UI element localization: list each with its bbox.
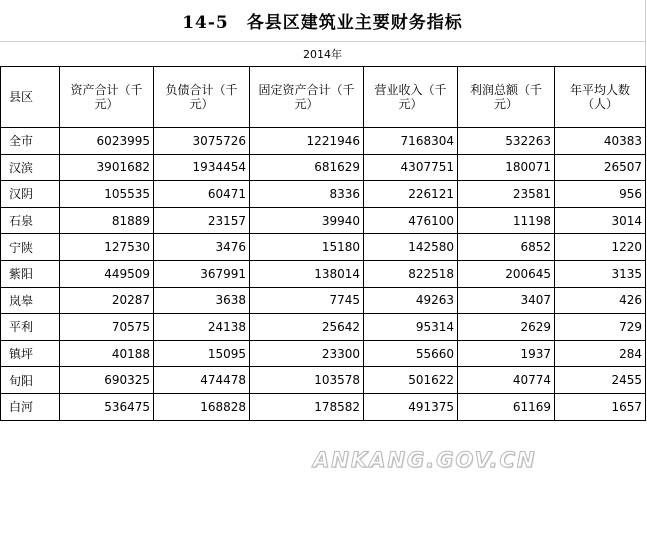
value-cell: 127530 — [60, 234, 154, 261]
value-cell: 168828 — [154, 393, 250, 420]
value-cell: 61169 — [458, 393, 555, 420]
value-cell: 40383 — [555, 128, 646, 155]
watermark: ANKANG.GOV.CN — [313, 448, 537, 472]
table-row — [1, 340, 646, 367]
value-cell: 24138 — [154, 314, 250, 341]
title-row — [0, 0, 646, 41]
value-cell: 1220 — [555, 234, 646, 261]
value-cell: 95314 — [364, 314, 458, 341]
value-cell: 60471 — [154, 181, 250, 208]
value-cell: 39940 — [250, 207, 364, 234]
table-row — [1, 128, 646, 155]
value-cell: 55660 — [364, 340, 458, 367]
value-cell: 681629 — [250, 154, 364, 181]
county-cell: 石泉 — [1, 207, 60, 234]
table-row — [1, 287, 646, 314]
value-cell: 1934454 — [154, 154, 250, 181]
value-cell: 3638 — [154, 287, 250, 314]
value-cell: 11198 — [458, 207, 555, 234]
value-cell: 178582 — [250, 393, 364, 420]
county-cell: 镇坪 — [1, 340, 60, 367]
value-cell: 70575 — [60, 314, 154, 341]
value-cell: 476100 — [364, 207, 458, 234]
value-cell: 536475 — [60, 393, 154, 420]
value-cell: 6852 — [458, 234, 555, 261]
table-row — [1, 260, 646, 287]
value-cell: 200645 — [458, 260, 555, 287]
value-cell: 105535 — [60, 181, 154, 208]
table-row — [1, 207, 646, 234]
value-cell: 142580 — [364, 234, 458, 261]
value-cell: 180071 — [458, 154, 555, 181]
finance-table — [0, 66, 646, 421]
column-header-county: 县区 — [1, 67, 60, 128]
value-cell: 15180 — [250, 234, 364, 261]
column-header: 利润总额（千元） — [458, 67, 555, 128]
value-cell: 4307751 — [364, 154, 458, 181]
value-cell: 20287 — [60, 287, 154, 314]
value-cell: 501622 — [364, 367, 458, 394]
value-cell: 7745 — [250, 287, 364, 314]
value-cell: 956 — [555, 181, 646, 208]
value-cell: 3476 — [154, 234, 250, 261]
table-body — [1, 128, 646, 421]
table-row — [1, 314, 646, 341]
value-cell: 40188 — [60, 340, 154, 367]
value-cell: 8336 — [250, 181, 364, 208]
value-cell: 729 — [555, 314, 646, 341]
column-header: 营业收入（千元） — [364, 67, 458, 128]
county-cell: 平利 — [1, 314, 60, 341]
value-cell: 367991 — [154, 260, 250, 287]
value-cell: 6023995 — [60, 128, 154, 155]
county-cell: 紫阳 — [1, 260, 60, 287]
value-cell: 103578 — [250, 367, 364, 394]
value-cell: 449509 — [60, 260, 154, 287]
value-cell: 3407 — [458, 287, 555, 314]
value-cell: 426 — [555, 287, 646, 314]
year-label: 2014年 — [303, 48, 342, 61]
year-row — [0, 41, 646, 66]
value-cell: 7168304 — [364, 128, 458, 155]
value-cell: 49263 — [364, 287, 458, 314]
value-cell: 3014 — [555, 207, 646, 234]
value-cell: 226121 — [364, 181, 458, 208]
column-header: 负债合计（千元） — [154, 67, 250, 128]
table-row — [1, 367, 646, 394]
value-cell: 1937 — [458, 340, 555, 367]
value-cell: 3135 — [555, 260, 646, 287]
value-cell: 532263 — [458, 128, 555, 155]
value-cell: 15095 — [154, 340, 250, 367]
value-cell: 1657 — [555, 393, 646, 420]
county-cell: 旬阳 — [1, 367, 60, 394]
value-cell: 822518 — [364, 260, 458, 287]
header-row — [1, 67, 646, 128]
table-row — [1, 154, 646, 181]
value-cell: 25642 — [250, 314, 364, 341]
column-header: 年平均人数（人） — [555, 67, 646, 128]
value-cell: 23581 — [458, 181, 555, 208]
value-cell: 81889 — [60, 207, 154, 234]
column-header: 固定资产合计（千元） — [250, 67, 364, 128]
value-cell: 138014 — [250, 260, 364, 287]
value-cell: 284 — [555, 340, 646, 367]
page-title: 14-5 各县区建筑业主要财务指标 — [182, 13, 463, 33]
value-cell: 26507 — [555, 154, 646, 181]
value-cell: 3901682 — [60, 154, 154, 181]
value-cell: 491375 — [364, 393, 458, 420]
county-cell: 汉阴 — [1, 181, 60, 208]
value-cell: 23300 — [250, 340, 364, 367]
value-cell: 690325 — [60, 367, 154, 394]
county-cell: 全市 — [1, 128, 60, 155]
county-cell: 白河 — [1, 393, 60, 420]
value-cell: 474478 — [154, 367, 250, 394]
value-cell: 23157 — [154, 207, 250, 234]
county-cell: 汉滨 — [1, 154, 60, 181]
value-cell: 1221946 — [250, 128, 364, 155]
table-row — [1, 393, 646, 420]
value-cell: 2455 — [555, 367, 646, 394]
value-cell: 2629 — [458, 314, 555, 341]
table-row — [1, 181, 646, 208]
column-header: 资产合计（千元） — [60, 67, 154, 128]
value-cell: 3075726 — [154, 128, 250, 155]
county-cell: 岚皋 — [1, 287, 60, 314]
county-cell: 宁陕 — [1, 234, 60, 261]
table-row — [1, 234, 646, 261]
value-cell: 40774 — [458, 367, 555, 394]
